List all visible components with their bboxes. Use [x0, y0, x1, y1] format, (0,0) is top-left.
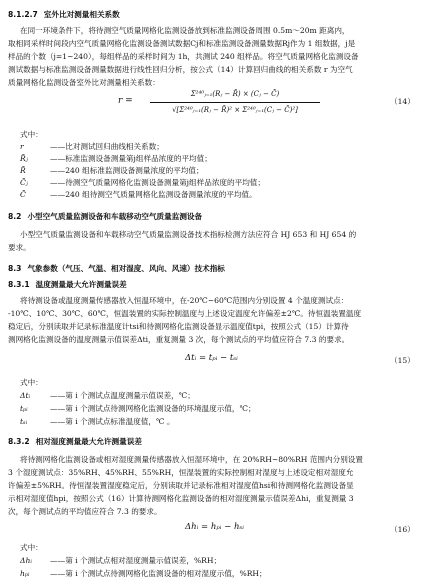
paragraph-line: -10℃、10℃、30℃、60℃，恒温装置的实际控制温度与上述设定温度允许偏差±2℃。待恒温装置温度: [8, 309, 362, 318]
section-heading-8-1-2-7: [8, 10, 120, 20]
paragraph-line: 稳定后，分别读取并记录标准温度计tsi和待测网格化监测设备显示温度值tpi，按照公式（15）计算待: [8, 322, 349, 331]
equation-number: （15）: [390, 356, 415, 365]
section-number: 8.3.1: [8, 280, 30, 289]
section-heading-8-3-1: [8, 280, 127, 290]
definition-row: [20, 556, 221, 566]
definition-text: ——第 i 个测试点待测网格化监测设备的相对湿度示值，%RH；: [50, 569, 267, 578]
section-number: 8.3: [8, 264, 22, 273]
definition-row: [20, 178, 265, 188]
section-number: 8.2: [8, 212, 22, 221]
definition-row: [20, 154, 212, 164]
definition-text: ——第 i 个测试点待测网格化监测设备的环境温度示值，℃；: [50, 404, 256, 413]
formula-denominator: √[Σ²⁴⁰ⱼ₌₁(Rⱼ − R̄)² × Σ²⁴⁰ⱼ₌₁(Cⱼ − C̄)²]: [172, 106, 298, 114]
paragraph-line: 3 个湿度测试点：35%RH、45%RH、55%RH，恒湿装置的实际控制相对湿度与上述设定相对湿度允: [8, 468, 354, 477]
definition-symbol: R̄: [20, 166, 26, 175]
definition-symbol: R̄ⱼ: [20, 154, 28, 163]
paragraph-line: 将待测设备或温度测量传感器放入恒温环境中，在-20℃~60℃范围内分别设置 4 个温度测试点：: [20, 296, 349, 305]
fraction-bar: [150, 102, 320, 103]
equation-number: （16）: [390, 525, 415, 534]
paragraph-line: 示相对湿度值hpi，按照公式（16）计算待测网格化监测设备的相对湿度测量示值误差Δhi，重复测量 3: [8, 494, 354, 503]
definition-text: ——240 组待测空气质量网格化监测设备测量浓度的平均值。: [50, 190, 257, 199]
definition-text: ——待测空气质量网格化监测设备测量第j组样品浓度的平均值；: [50, 178, 265, 187]
paragraph-line: 要求。: [8, 243, 31, 252]
definition-symbol: Δhᵢ: [20, 556, 32, 565]
section-title: 室外比对测量相关系数: [43, 10, 120, 19]
definition-symbol: Δtᵢ: [20, 391, 31, 400]
paragraph-line: 次，每个测试点的平均值应符合 7.3 的要求。: [8, 507, 162, 516]
where-label: 式中：: [20, 378, 43, 387]
formula-16: Δhᵢ = hₚᵢ − hₛᵢ: [185, 522, 245, 532]
paragraph-line: 在同一环境条件下，将待测空气质量网格化监测设备放到标准监测设备周围 0.5m～20m 距离内，: [20, 26, 350, 35]
definition-symbol: r: [20, 142, 24, 151]
definition-symbol: C̄: [20, 190, 26, 199]
definition-row: [20, 166, 204, 176]
definition-symbol: tₚᵢ: [20, 404, 28, 413]
definition-row: [20, 391, 195, 401]
paragraph-line: 测试数据与标准监测设备测量数据进行线性回归分析，按公式（14）计算回归曲线的相关系数 r 为空气: [8, 65, 353, 74]
definition-symbol: C̄ⱼ: [20, 178, 28, 187]
where-label: 式中：: [20, 130, 43, 139]
where-label: 式中：: [20, 543, 43, 552]
paragraph-line: 样品的个数（j=1~240），每组样品的采样时间为 1h，共测试 240 组样品。将空气质量网格化监测设备: [8, 52, 359, 61]
paragraph-line: 小型空气质量监测设备和车载移动空气质量监测设备技术指标检测方法应符合 HJ 653 和 HJ 654 的: [20, 230, 357, 239]
definition-text: ——240 组标准监测设备测量浓度的平均值；: [50, 166, 204, 175]
definition-row: [20, 569, 267, 579]
definition-text: ——第 i 个测试点相对湿度测量示值误差，%RH；: [50, 556, 222, 565]
section-title: 气象参数（气压、气温、相对湿度、风向、风速）技术指标: [27, 264, 225, 273]
section-title: 温度测量最大允许测量误差: [35, 280, 127, 289]
equation-number: （14）: [390, 97, 415, 106]
section-heading-8-2: [8, 212, 202, 222]
formula-lhs: r =: [118, 96, 133, 106]
definition-row: [20, 404, 256, 414]
definition-symbol: hₚᵢ: [20, 569, 30, 578]
paragraph-line: 质量网格化监测设备室外比对测量相关系数：: [8, 78, 160, 87]
paragraph-line: 取相同采样时间段内空气质量网格化监测设备测试数据Cj和标准监测设备测量数据Rj作为 1 组数据，j是: [8, 39, 356, 48]
definition-text: ——比对测试回归曲线相关系数；: [50, 142, 164, 151]
definition-row: [20, 190, 257, 200]
section-number: 8.1.2.7: [8, 10, 38, 19]
section-number: 8.3.2: [8, 437, 30, 446]
formula-numerator: Σ²⁴⁰ⱼ₌₁(Rⱼ − R̄) × (Cⱼ − C̄): [190, 90, 280, 98]
paragraph-line: 测网格化监测设备的温度测量示值误差Δti，重复测量 3 次，每个测试点的平均值应符合 7.3 的要求。: [8, 335, 350, 344]
definition-text: ——第 i 个测试点温度测量示值误差，℃；: [50, 391, 195, 400]
section-heading-8-3: [8, 264, 225, 274]
paragraph-line: 将待测网格化监测设备或相对湿度测量传感器放入恒湿环境中，在 20%RH~80%RH 范围内分别设置: [20, 455, 363, 464]
formula-15: Δtᵢ = tₚᵢ − tₛᵢ: [185, 353, 238, 363]
definition-text: ——第 i 个测试点标准温度值，℃ 。: [50, 417, 175, 426]
definition-row: [20, 417, 174, 427]
section-heading-8-3-2: [8, 437, 142, 447]
definition-symbol: tₛᵢ: [20, 417, 28, 426]
definition-text: ——标准监测设备测量第j组样品浓度的平均值；: [50, 154, 212, 163]
paragraph-line: 许偏差±5%RH。待恒湿装置湿度稳定后，分别读取并记录标准相对湿度值hsi和待测网格化监测设备显: [8, 481, 354, 490]
definition-row: [20, 142, 164, 152]
section-title: 相对湿度测量最大允许测量误差: [35, 437, 142, 446]
section-title: 小型空气质量监测设备和车载移动空气质量监测设备: [27, 212, 203, 221]
